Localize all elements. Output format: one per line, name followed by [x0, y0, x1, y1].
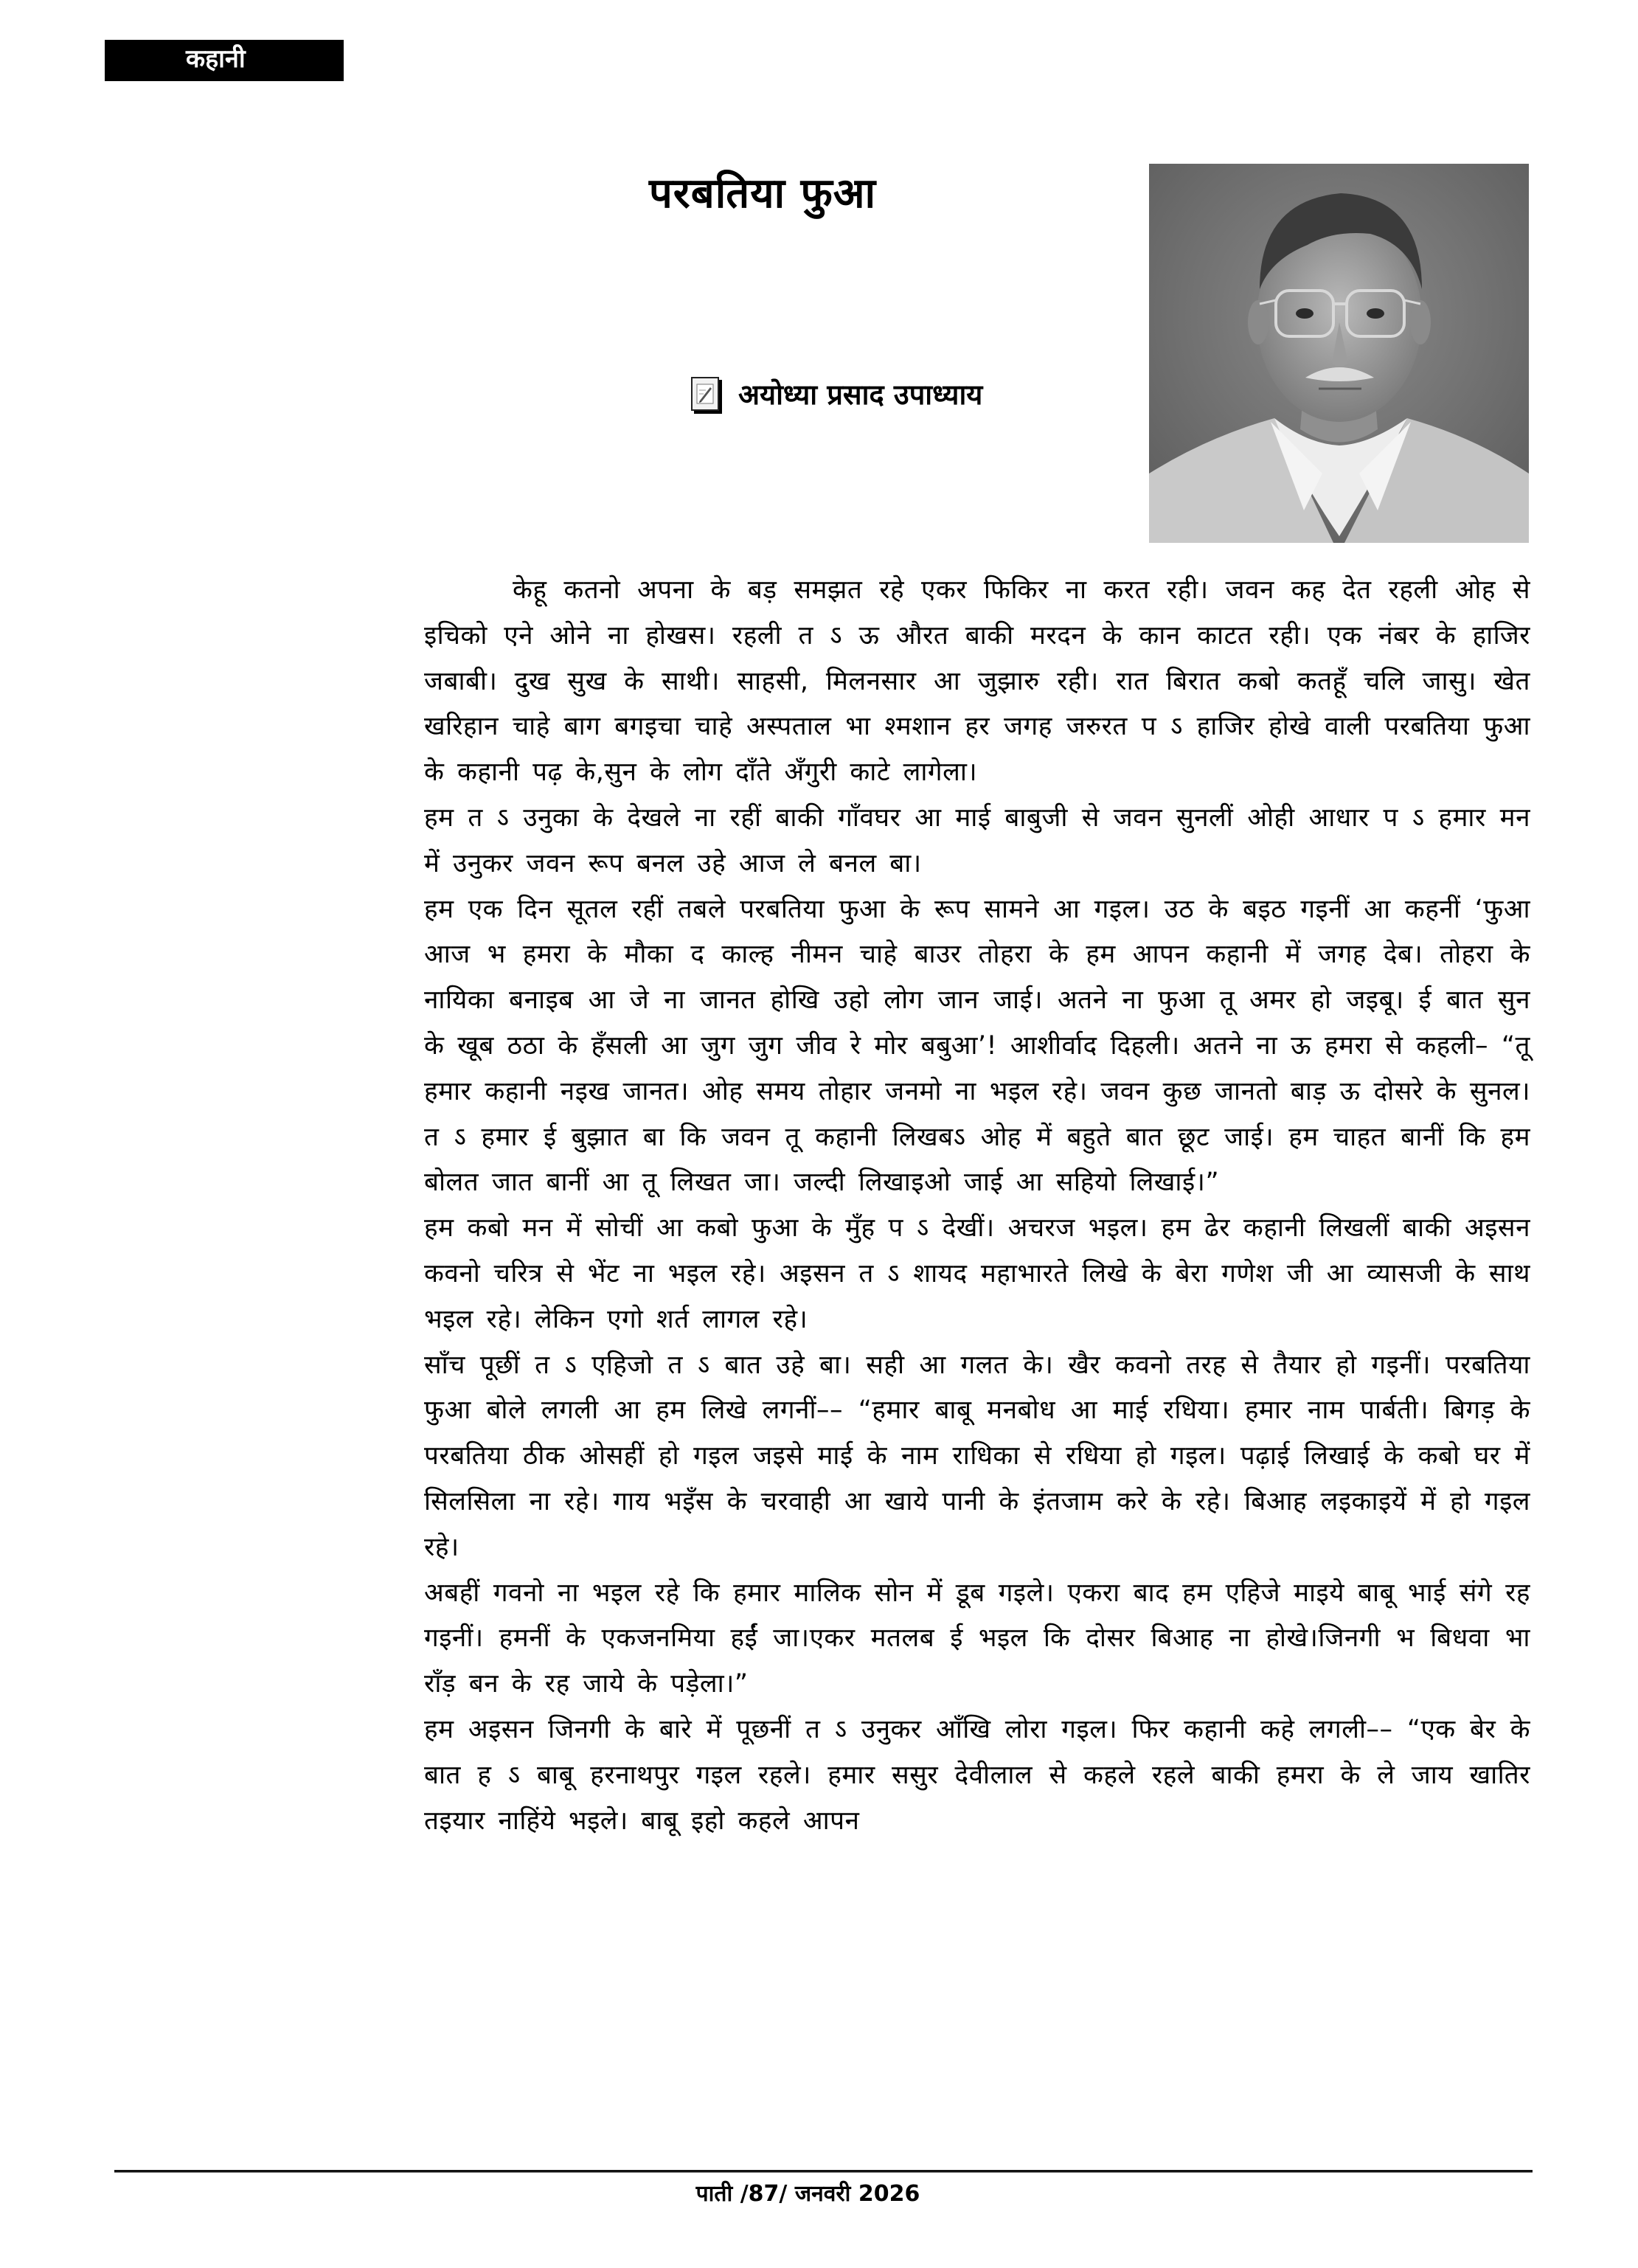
paragraph: अबहीं गवनो ना भइल रहे कि हमार मालिक सोन में डूब गइले। एकरा बाद हम एहिजे माइये बाबू भाई संगे रह गइनीं। हमनीं के एकजनमिया हईं जा।एकर मतलब ई भइल कि दोसर बिआह ना होखे।जिनगी भ बिधवा भा राँड़ बन के रह जाये के पड़ेला।”	[424, 1578, 1530, 1699]
author-name: अयोध्या प्रसाद उपाध्याय	[738, 378, 983, 411]
portrait-image	[1149, 164, 1529, 543]
paragraph: हम एक दिन सूतल रहीं तबले परबतिया फुआ के रूप सामने आ गइल। उठ के बइठ गइनीं आ कहनीं ‘फुआ आज भ हमरा के मौका द काल्ह नीमन चाहे बाउर तोहरा के हम आपन कहानी में जगह देब। तोहरा के नायिका बनाइब आ जे ना जानत होखि उहो लोग जान जाई। अतने ना फुआ तू अमर हो जइबू। ई बात सुन के खूब ठठा के हँसली आ जुग जुग जीव रे मोर बबुआ’! आशीर्वाद दिहली। अतने ना ऊ हमरा से कहली– “तू हमार कहानी नइख जानत। ओह समय तोहार जनमो ना भइल रहे। जवन कुछ जानतो बाड़ ऊ दोसरे के सुनल। त ऽ हमार ई बुझात बा कि जवन तू कहानी लिखबऽ ओह में बहुते बात छूट जाई। हम चाहत बानीं कि हम बोलत जात बानीं आ तू लिखत जा। जल्दी लिखाइओ जाई आ सहियो लिखाई।”	[424, 894, 1530, 1198]
story-title: परबतिया फुआ	[649, 170, 877, 218]
paragraph: हम अइसन जिनगी के बारे में पूछनीं त ऽ उनुकर आँखि लोरा गइल। फिर कहानी कहे लगली–– “एक बेर के बात ह ऽ बाबू हरनाथपुर गइल रहले। हमार ससुर देवीलाल से कहले रहले बाकी हमरा के ले जाय खातिर तइयार नाहिंये भइले। बाबू इहो कहले आपन	[424, 1714, 1530, 1836]
paragraph: हम कबो मन में सोचीं आ कबो फुआ के मुँह प ऽ देखीं। अचरज भइल। हम ढेर कहानी लिखलीं बाकी अइसन कवनो चरित्र से भेंट ना भइल रहे। अइसन त ऽ शायद महाभारते लिखे के बेरा गणेश जी आ व्यासजी के साथ भइल रहे। लेकिन एगो शर्त लागल रहे।	[424, 1213, 1530, 1334]
footer-divider	[114, 2170, 1533, 2173]
paragraph: हम त ऽ उनुका के देखले ना रहीं बाकी गाँवघर आ माई बाबुजी से जवन सुनलीं ओही आधार प ऽ हमार मन में उनुकर जवन रूप बनल उहे आज ले बनल बा।	[424, 802, 1530, 878]
byline	[691, 375, 982, 413]
page-footer	[0, 2177, 1638, 2208]
pen-paper-icon	[691, 377, 719, 411]
paragraph: केहू कतनो अपना के बड़ समझत रहे एकर फिकिर ना करत रही। जवन कह देत रहली ओह से इचिको एने ओने ना होखस। रहली त ऽ ऊ औरत बाकी मरदन के कान काटत रही। एक नंबर के हाजिर जबाबी। दुख सुख के साथी। साहसी, मिलनसार आ जुझारु रही। रात बिरात कबो कतहूँ चलि जासु। खेत खरिहान चाहे बाग बगइचा चाहे अस्पताल भा श्मशान हर जगह जरुरत प ऽ हाजिर होखे वाली परबतिया फुआ के कहानी पढ़ के,सुन के लोग दाँते अँगुरी काटे लागेला।	[424, 575, 1530, 788]
paragraph: साँच पूछीं त ऽ एहिजो त ऽ बात उहे बा। सही आ गलत के। खैर कवनो तरह से तैयार हो गइनीं। परबतिया फुआ बोले लगली आ हम लिखे लगनीं–– “हमार बाबू मनबोध आ माई रधिया। हमार नाम पार्बती। बिगड़ के परबतिया ठीक ओसहीं हो गइल जइसे माई के नाम राधिका से रधिया हो गइल। पढ़ाई लिखाई के कबो घर में सिलसिला ना रहे। गाय भइँस के चरवाही आ खाये पानी के इंतजाम करे के रहे। बिआह लइकाइयें में हो गइल रहे।	[424, 1350, 1530, 1562]
footer-text: पाती /87/ जनवरी 2026	[695, 2181, 920, 2207]
story-body	[424, 568, 1530, 1844]
author-photo	[1149, 164, 1529, 543]
section-label: कहानी	[105, 40, 344, 81]
